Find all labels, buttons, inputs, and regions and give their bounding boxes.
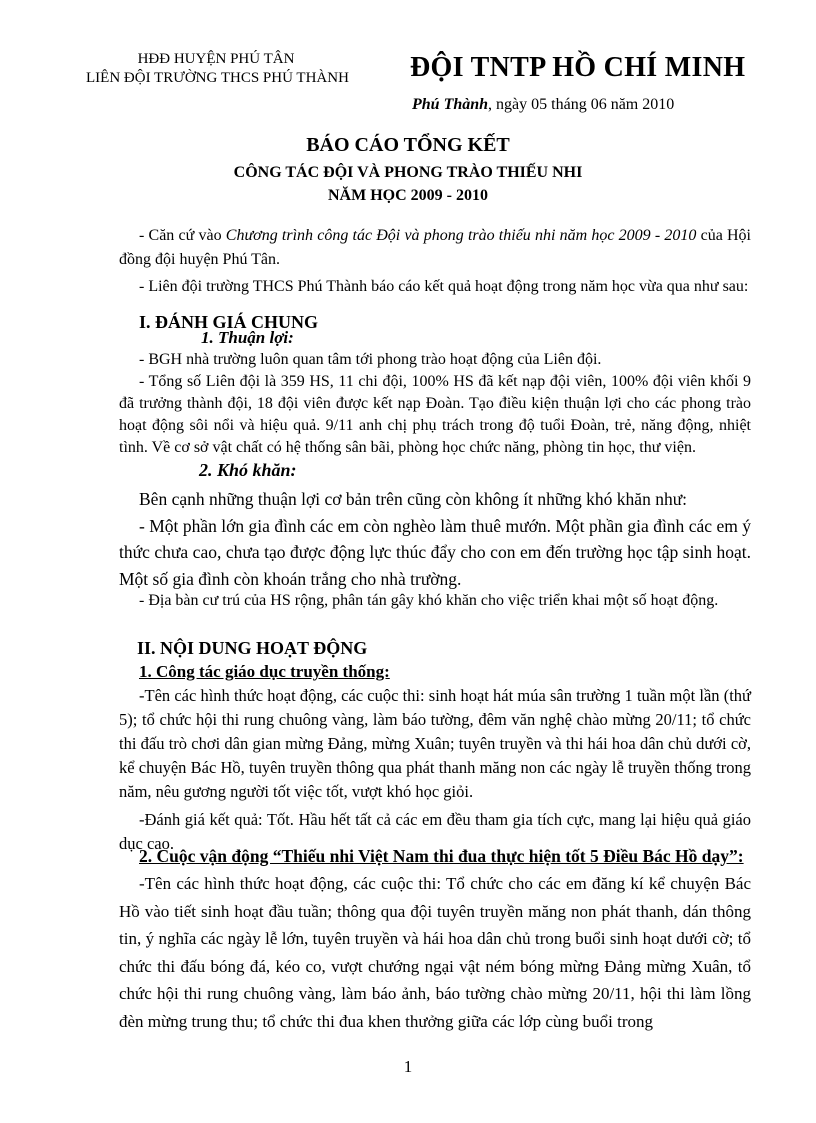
intro-paragraph-2: - Liên đội trường THCS Phú Thành báo cáo kết quả hoạt động trong năm học vừa qua như sau: <box>139 278 749 295</box>
organization-title: ĐỘI TNTP HỒ CHÍ MINH <box>410 52 746 83</box>
section-1-paragraph-3: Bên cạnh những thuận lợi cơ bản trên cũng còn không ít những khó khăn như: <box>139 489 688 509</box>
intro-p1-italic: Chương trình công tác Đội và phong trào thiếu nhi năm học 2009 - 2010 <box>225 227 697 244</box>
section-1-sub-1: 1. Thuận lợi: <box>201 328 294 347</box>
section-1-heading: I. ĐÁNH GIÁ CHUNG <box>139 312 319 332</box>
intro-p1-prefix: - Căn cứ vào <box>139 227 226 244</box>
org-line-1: HĐĐ HUYỆN PHÚ TÂN <box>137 51 295 67</box>
section-2-sub-1: 1. Công tác giáo dục truyền thống: <box>139 662 390 681</box>
section-1-difficulties <box>119 486 751 592</box>
section-1 <box>119 311 751 481</box>
section-1-sub-2: 2. Khó khăn: <box>199 460 297 480</box>
section-1-paragraph-4: - Một phần lớn gia đình các em còn nghèo làm thuê mướn. Một phần gia đình các em ý thức chưa cao, chưa tạo được động lực thúc đẩy cho con em đến trường học tập sinh hoạt. Một số gia đình còn khoán trắng cho nhà trường. <box>119 515 751 589</box>
report-subtitle-1: CÔNG TÁC ĐỘI VÀ PHONG TRÀO THIẾU NHI <box>233 164 583 181</box>
section-2-heading: II. NỘI DUNG HOẠT ĐỘNG <box>137 638 368 658</box>
intro-p1-suffix: của Hội đồng đội huyện Phú Tân. <box>119 227 751 268</box>
intro-paragraph-1 <box>119 224 751 272</box>
section-1-paragraph-1: - BGH nhà trường luôn quan tâm tới phong trào hoạt động của Liên đội. <box>139 351 602 368</box>
section-1-paragraph-5: - Địa bàn cư trú của HS rộng, phân tán gây khó khăn cho việc triển khai một số hoạt động. <box>139 592 719 609</box>
report-title: BÁO CÁO TỔNG KẾT <box>306 134 510 156</box>
section-1-tail <box>119 590 751 612</box>
section-2-part-2 <box>119 843 751 1035</box>
section-2 <box>119 636 751 856</box>
intro-block <box>119 224 751 299</box>
section-2-sub-2: 2. Cuộc vận động “Thiếu nhi Việt Nam thi đua thực hiện tốt 5 Điều Bác Hồ dạy”: <box>139 846 744 866</box>
page-number: 1 <box>403 1057 413 1076</box>
section-2-paragraph-1: -Tên các hình thức hoạt động, các cuộc thi: sinh hoạt hát múa sân trường 1 tuần một lần (thứ 5); tổ chức hội thi rung chuông vàng, làm báo tường, đêm văn nghệ chào mừng 20/11; tổ chức thi đấu trò chơi dân gian mừng Đảng, mừng Xuân; tuyên truyền và thi hái hoa dân chủ dưới cờ, kể chuyện Bác Hồ, tuyên truyền thông qua phát thanh măng non các ngày lễ truyền thống trong năm, nêu gương người tốt việc tốt, vượt khó học giỏi. <box>119 686 751 801</box>
org-line-2: LIÊN ĐỘI TRƯỜNG THCS PHÚ THÀNH <box>86 70 349 86</box>
date-line <box>412 96 674 114</box>
date-text: , ngày 05 tháng 06 năm 2010 <box>488 96 675 113</box>
section-1-paragraph-2: - Tổng số Liên đội là 359 HS, 11 chi đội, 100% HS đã kết nạp đội viên, 100% đội viên khối 9 đã trưởng thành đội, 18 đội viên được kết nạp Đoàn. Tạo điều kiện thuận lợi cho các phong trào hoạt động sôi nổi và hiệu quả. 9/11 anh chị phụ trách trong độ tuổi Đoàn, trẻ, năng động, nhiệt tình. Về cơ sở vật chất có hệ thống sân bãi, phòng học chức năng, phòng tin học, thư viện. <box>119 373 751 456</box>
organization-header <box>86 50 349 88</box>
section-2-paragraph-3: -Tên các hình thức hoạt động, các cuộc thi: Tổ chức cho các em đăng kí kể chuyện Bác Hồ vào tiết sinh hoạt đầu tuần; thông qua đội tuyên truyền măng non phát thanh, dán thông tin, ý nghĩa các ngày lễ lớn, tuyên truyền và hái hoa dân chủ trong buổi sinh hoạt dưới cờ; tổ chức thi đấu bóng đá, kéo co, vượt chướng ngại vật ném bóng mừng Đảng mừng Xuân, tổ chức hội thi rung chuông vàng, làm báo ảnh, báo tường chào mừng 20/11, hội thi làm lồng đèn mừng trung thu; tổ chức thi đua khen thưởng giữa các lớp cùng buổi trong <box>119 874 751 1031</box>
section-2-paragraph-2: -Đánh giá kết quả: Tốt. Hầu hết tất cả các em đều tham gia tích cực, mang lại hiệu quả giáo dục cao. <box>119 810 751 853</box>
date-place: Phú Thành <box>412 96 489 113</box>
report-subtitle-2: NĂM HỌC 2009 - 2010 <box>328 187 488 204</box>
